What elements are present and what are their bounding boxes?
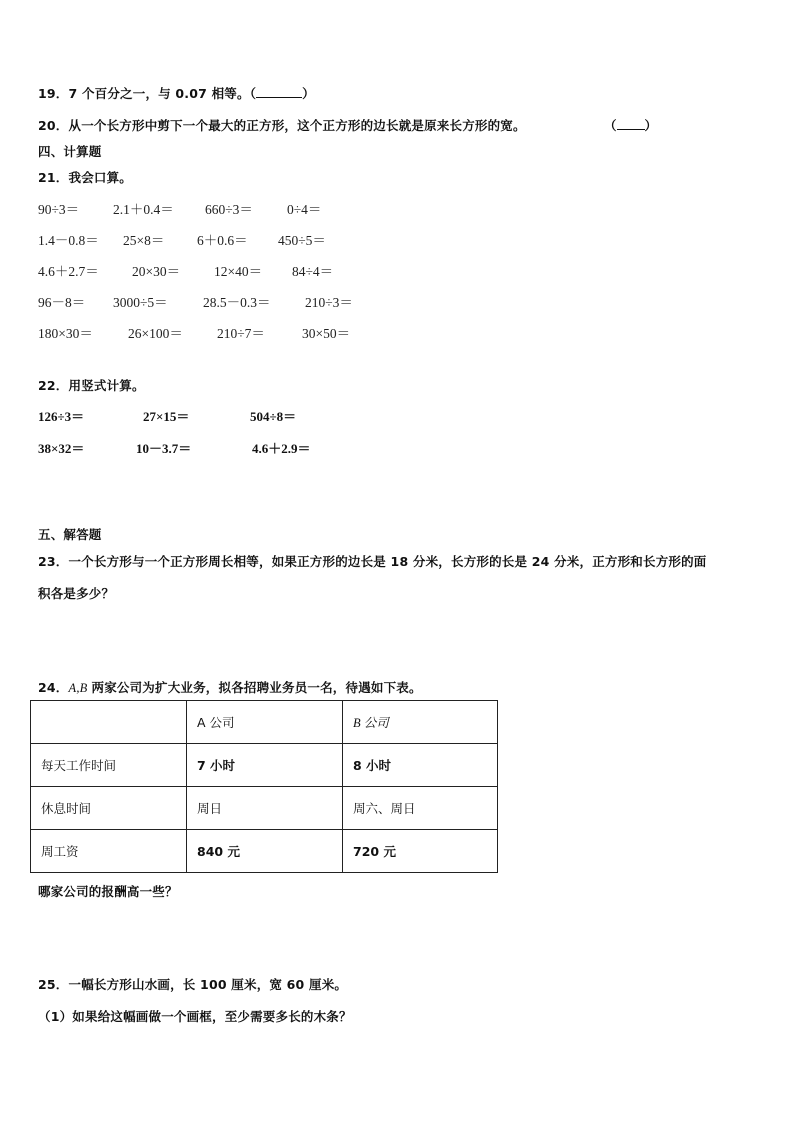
question-19-text: 19．7 个百分之一，与 0.07 相等。（ xyxy=(38,86,257,101)
question-21-title: 21．我会口算。 xyxy=(38,170,132,185)
oral-calc-item: 96－8＝ xyxy=(38,295,86,310)
table-row xyxy=(31,787,498,830)
oral-calc-item: 1.4－0.8＝ xyxy=(38,233,99,248)
table-row xyxy=(31,830,498,873)
answer-blank-19[interactable] xyxy=(256,85,302,98)
oral-calc-item: 12×40＝ xyxy=(214,264,263,279)
oral-calc-item: 0÷4＝ xyxy=(287,202,322,217)
question-24-number: 24． xyxy=(38,680,69,695)
question-23-line2: 积各是多少？ xyxy=(38,586,115,601)
question-20-text: 20．从一个长方形中剪下一个最大的正方形，这个正方形的边长就是原来长方形的宽。 xyxy=(38,118,526,133)
oral-calc-item: 450÷5＝ xyxy=(278,233,326,248)
oral-calc-item: 25×8＝ xyxy=(123,233,165,248)
question-24-question: 哪家公司的报酬高一些？ xyxy=(38,884,178,899)
table-cell: 周六、周日 xyxy=(343,787,498,830)
column-calc-item: 126÷3＝ xyxy=(38,409,85,424)
oral-calc-item: 6＋0.6＝ xyxy=(197,233,248,248)
question-24-text: 两家公司为扩大业务，拟各招聘业务员一名，待遇如下表。 xyxy=(91,680,422,695)
table-cell: 周日 xyxy=(187,787,343,830)
oral-calc-item: 210÷3＝ xyxy=(305,295,353,310)
question-20-close: ） xyxy=(644,118,658,133)
oral-calc-item: 4.6＋2.7＝ xyxy=(38,264,99,279)
question-22-title: 22．用竖式计算。 xyxy=(38,378,145,393)
table-header-cell: A 公司 xyxy=(187,701,343,744)
column-calc-item: 27×15＝ xyxy=(143,409,190,424)
table-cell: 840 元 xyxy=(187,830,343,873)
table-header-b: B 公司 xyxy=(353,716,389,730)
column-calc-item: 4.6＋2.9＝ xyxy=(252,441,311,456)
table-row xyxy=(31,744,498,787)
question-24-companies: A,B xyxy=(68,681,88,695)
table-cell: 720 元 xyxy=(343,830,498,873)
oral-calc-item: 26×100＝ xyxy=(128,326,183,341)
question-24 xyxy=(38,678,422,696)
table-header-row xyxy=(31,701,498,744)
question-23-line1: 23．一个长方形与一个正方形周长相等，如果正方形的边长是 18 分米，长方形的长是 24 分米，正方形和长方形的面 xyxy=(38,554,707,569)
question-19-close: ） xyxy=(302,86,315,101)
oral-calc-item: 3000÷5＝ xyxy=(113,295,168,310)
table-header-cell xyxy=(343,701,498,744)
question-20-answer xyxy=(604,116,657,134)
column-calc-item: 10－3.7＝ xyxy=(136,441,192,456)
question-20-open: （ xyxy=(604,118,617,133)
answer-blank-20[interactable] xyxy=(617,117,645,130)
oral-calc-item: 90÷3＝ xyxy=(38,202,80,217)
wage-table xyxy=(30,700,498,873)
column-calc-item: 38×32＝ xyxy=(38,441,85,456)
oral-calc-item: 84÷4＝ xyxy=(292,264,334,279)
section-heading-4: 四、计算题 xyxy=(38,144,102,159)
oral-calc-item: 28.5－0.3＝ xyxy=(203,295,271,310)
question-25-part-1: （1）如果给这幅画做一个画框，至少需要多长的木条？ xyxy=(38,1009,352,1024)
table-cell: 休息时间 xyxy=(31,787,187,830)
section-heading-5: 五、解答题 xyxy=(38,527,102,542)
question-19 xyxy=(38,84,315,102)
table-cell: 周工资 xyxy=(31,830,187,873)
oral-calc-item: 210÷7＝ xyxy=(217,326,265,341)
question-25: 25．一幅长方形山水画，长 100 厘米，宽 60 厘米。 xyxy=(38,977,348,992)
question-20 xyxy=(38,116,526,134)
oral-calc-item: 30×50＝ xyxy=(302,326,351,341)
table-header-cell xyxy=(31,701,187,744)
oral-calc-item: 2.1＋0.4＝ xyxy=(113,202,174,217)
column-calc-item: 504÷8＝ xyxy=(250,409,297,424)
table-cell: 8 小时 xyxy=(343,744,498,787)
table-cell: 每天工作时间 xyxy=(31,744,187,787)
oral-calc-item: 20×30＝ xyxy=(132,264,181,279)
table-cell: 7 小时 xyxy=(187,744,343,787)
oral-calc-item: 180×30＝ xyxy=(38,326,93,341)
oral-calc-item: 660÷3＝ xyxy=(205,202,253,217)
